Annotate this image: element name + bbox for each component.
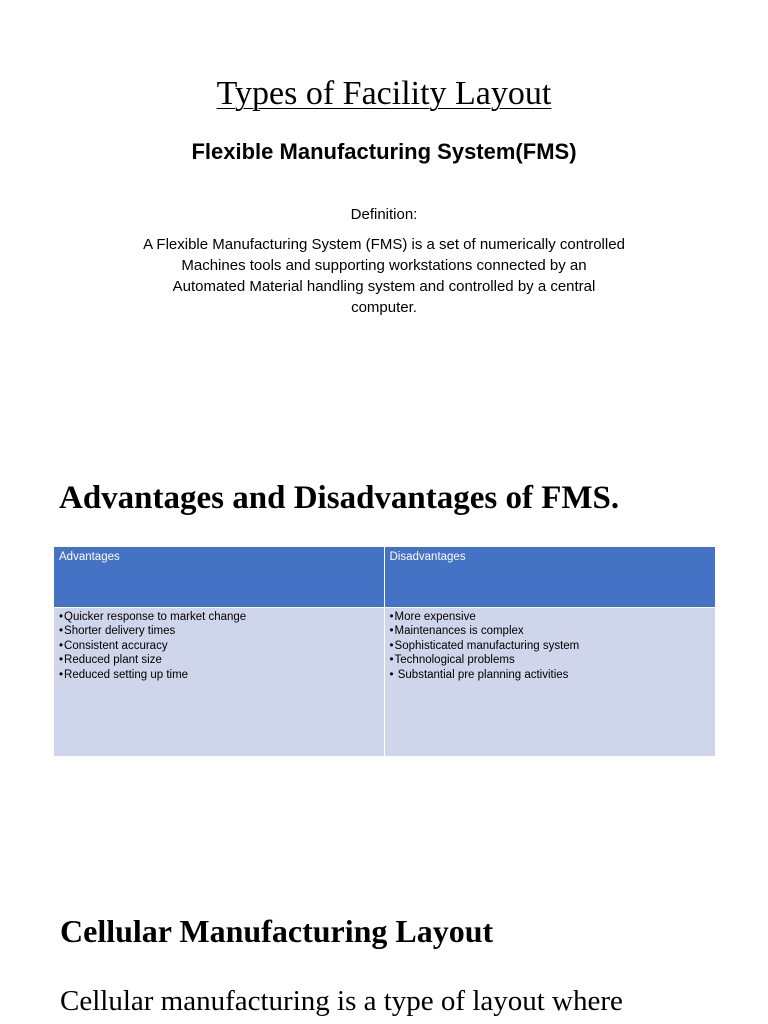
- definition-label: Definition:: [350, 206, 418, 223]
- disadvantages-list: [390, 610, 711, 682]
- advantages-list: [59, 610, 379, 682]
- advantages-cell: [54, 608, 384, 757]
- advantages-heading: Advantages and Disadvantages of FMS.: [59, 480, 620, 516]
- definition-text: [84, 234, 684, 318]
- fms-heading: Flexible Manufacturing System(FMS): [191, 139, 577, 164]
- list-item: • Sophisticated manufacturing system: [390, 639, 711, 653]
- definition-line: Automated Material handling system and controlled by a central: [172, 278, 596, 295]
- list-item: • Consistent accuracy: [59, 639, 379, 653]
- list-item: • Shorter delivery times: [59, 624, 379, 638]
- list-item: • More expensive: [390, 610, 711, 624]
- cellular-heading: Cellular Manufacturing Layout: [60, 913, 494, 949]
- disadvantages-cell: [384, 608, 715, 757]
- definition-line: Machines tools and supporting workstations connected by an: [181, 257, 587, 274]
- definition-line: A Flexible Manufacturing System (FMS) is a set of numerically controlled: [143, 236, 625, 253]
- disadvantages-column-header: Disadvantages: [384, 547, 715, 608]
- table-row: [54, 608, 715, 757]
- list-item: • Technological problems: [390, 653, 711, 667]
- list-item: • Quicker response to market change: [59, 610, 379, 624]
- cellular-text: Cellular manufacturing is a type of layout where: [60, 985, 623, 1017]
- list-item: • Substantial pre planning activities: [390, 668, 711, 682]
- list-item: • Reduced setting up time: [59, 668, 379, 682]
- list-item: • Maintenances is complex: [390, 624, 711, 638]
- page-title: Types of Facility Layout: [216, 75, 552, 112]
- table-header-row: [54, 547, 715, 608]
- definition-line: computer.: [351, 299, 417, 316]
- advantages-disadvantages-table: [54, 547, 715, 756]
- list-item: • Reduced plant size: [59, 653, 379, 667]
- advantages-column-header: Advantages: [54, 547, 384, 608]
